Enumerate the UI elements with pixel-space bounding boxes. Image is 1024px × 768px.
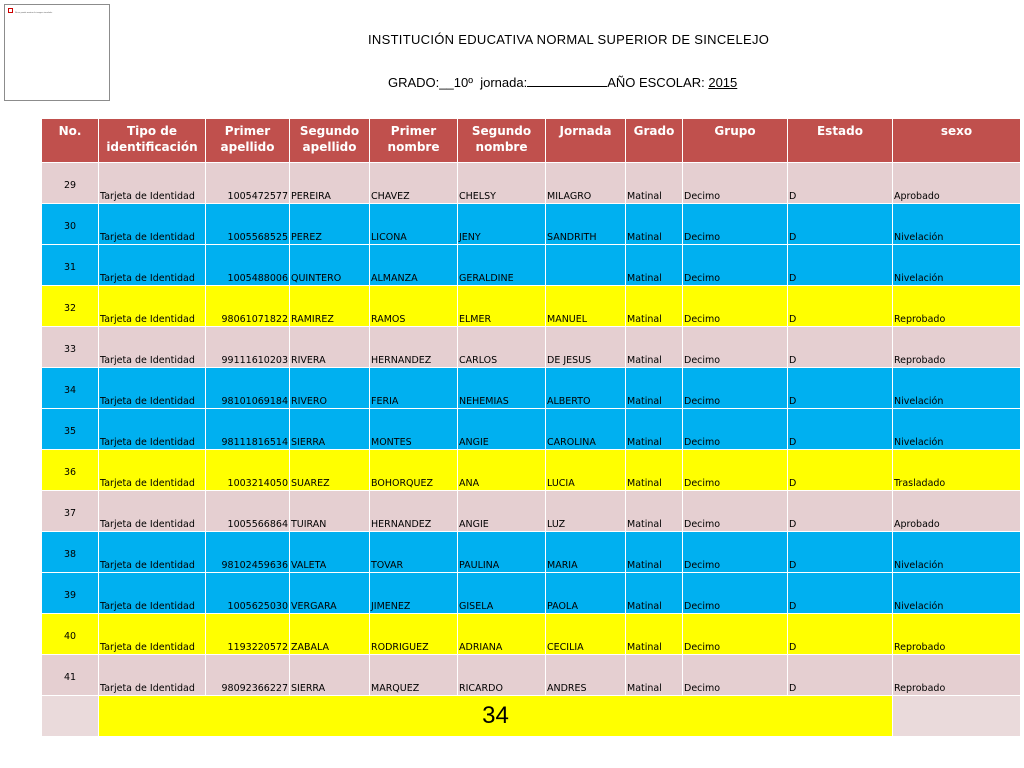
status-cell: Reprobado [893, 655, 1021, 696]
table-row [42, 327, 1021, 368]
grade-cell: Decimo [683, 450, 788, 491]
id-number-cell: 1005625030 [206, 573, 290, 614]
first-surname-cell: PEREZ [290, 204, 370, 245]
group-cell: D [788, 368, 893, 409]
column-header: Grupo [683, 119, 788, 163]
grade-cell: Decimo [683, 614, 788, 655]
first-surname-cell: VERGARA [290, 573, 370, 614]
second-name-cell: MILAGRO [546, 163, 626, 204]
second-surname-cell: CHAVEZ [370, 163, 458, 204]
grade-cell: Decimo [683, 327, 788, 368]
jornada-cell: Matinal [626, 614, 683, 655]
group-cell: D [788, 655, 893, 696]
second-name-cell: LUCIA [546, 450, 626, 491]
grade-label: GRADO: [388, 75, 440, 90]
second-name-cell: LUZ [546, 491, 626, 532]
first-name-cell: ELMER [458, 286, 546, 327]
jornada-cell: Matinal [626, 163, 683, 204]
table-row [42, 286, 1021, 327]
second-surname-cell: ALMANZA [370, 245, 458, 286]
first-name-cell: NEHEMIAS [458, 368, 546, 409]
grade-cell: Decimo [683, 491, 788, 532]
first-name-cell: ANGIE [458, 491, 546, 532]
jornada-cell: Matinal [626, 286, 683, 327]
grade-value: __10º [439, 75, 473, 90]
table-row [42, 409, 1021, 450]
year-label: AÑO ESCOLAR: [607, 75, 705, 90]
row-number: 41 [42, 655, 99, 696]
grade-cell: Decimo [683, 532, 788, 573]
total-row-blank [42, 696, 99, 737]
row-number: 35 [42, 409, 99, 450]
jornada-cell: Matinal [626, 204, 683, 245]
first-name-cell: GERALDINE [458, 245, 546, 286]
group-cell: D [788, 163, 893, 204]
second-name-cell: PAOLA [546, 573, 626, 614]
row-number: 36 [42, 450, 99, 491]
first-name-cell: ANA [458, 450, 546, 491]
column-header: Grado [626, 119, 683, 163]
id-number-cell: 1005488006 [206, 245, 290, 286]
jornada-cell: Matinal [626, 409, 683, 450]
id-number-cell: 98102459636 [206, 532, 290, 573]
first-surname-cell: SIERRA [290, 409, 370, 450]
second-name-cell: ALBERTO [546, 368, 626, 409]
table-row [42, 163, 1021, 204]
second-surname-cell: RODRIGUEZ [370, 614, 458, 655]
first-surname-cell: QUINTERO [290, 245, 370, 286]
group-cell: D [788, 573, 893, 614]
row-number: 34 [42, 368, 99, 409]
total-row-blank [893, 696, 1021, 737]
column-header: Tipo de identificación [99, 119, 206, 163]
jornada-cell: Matinal [626, 491, 683, 532]
group-cell: D [788, 245, 893, 286]
table-row [42, 532, 1021, 573]
id-number-cell: 98111816514 [206, 409, 290, 450]
status-cell: Aprobado [893, 491, 1021, 532]
table-row [42, 368, 1021, 409]
id-number-cell: 1003214050 [206, 450, 290, 491]
first-surname-cell: RAMIREZ [290, 286, 370, 327]
second-name-cell [546, 245, 626, 286]
jornada-blank [527, 75, 607, 87]
first-surname-cell: VALETA [290, 532, 370, 573]
id-number-cell: 98061071822 [206, 286, 290, 327]
second-name-cell: ANDRES [546, 655, 626, 696]
broken-image-placeholder [4, 4, 110, 101]
id-type-cell: Tarjeta de Identidad [99, 573, 206, 614]
jornada-cell: Matinal [626, 450, 683, 491]
status-cell: Reprobado [893, 286, 1021, 327]
column-header: Jornada [546, 119, 626, 163]
row-number: 40 [42, 614, 99, 655]
row-number: 38 [42, 532, 99, 573]
status-cell: Aprobado [893, 163, 1021, 204]
table-row [42, 245, 1021, 286]
first-surname-cell: SIERRA [290, 655, 370, 696]
group-cell: D [788, 614, 893, 655]
row-number: 33 [42, 327, 99, 368]
id-type-cell: Tarjeta de Identidad [99, 450, 206, 491]
column-header: sexo [893, 119, 1021, 163]
id-number-cell: 1005566864 [206, 491, 290, 532]
column-header: Segundo apellido [290, 119, 370, 163]
institution-title: INSTITUCIÓN EDUCATIVA NORMAL SUPERIOR DE SINCELEJO [368, 32, 770, 47]
jornada-cell: Matinal [626, 368, 683, 409]
total-row [42, 696, 1021, 737]
student-total: 34 [99, 696, 893, 737]
grade-cell: Decimo [683, 245, 788, 286]
grade-cell: Decimo [683, 163, 788, 204]
grade-cell: Decimo [683, 409, 788, 450]
status-cell: Nivelación [893, 409, 1021, 450]
second-surname-cell: HERNANDEZ [370, 491, 458, 532]
jornada-cell: Matinal [626, 655, 683, 696]
broken-image-text: No se puede mostrar la imagen vinculada. [15, 12, 53, 14]
id-type-cell: Tarjeta de Identidad [99, 368, 206, 409]
table-row [42, 655, 1021, 696]
row-number: 32 [42, 286, 99, 327]
first-surname-cell: ZABALA [290, 614, 370, 655]
id-number-cell: 1193220572 [206, 614, 290, 655]
id-type-cell: Tarjeta de Identidad [99, 327, 206, 368]
column-header: Primer nombre [370, 119, 458, 163]
id-type-cell: Tarjeta de Identidad [99, 614, 206, 655]
id-number-cell: 99111610203 [206, 327, 290, 368]
second-surname-cell: MARQUEZ [370, 655, 458, 696]
column-header: Segundo nombre [458, 119, 546, 163]
second-name-cell: DE JESUS [546, 327, 626, 368]
second-name-cell: SANDRITH [546, 204, 626, 245]
status-cell: Trasladado [893, 450, 1021, 491]
id-type-cell: Tarjeta de Identidad [99, 163, 206, 204]
first-name-cell: ANGIE [458, 409, 546, 450]
second-surname-cell: MONTES [370, 409, 458, 450]
row-number: 39 [42, 573, 99, 614]
group-cell: D [788, 409, 893, 450]
first-name-cell: PAULINA [458, 532, 546, 573]
table-row [42, 491, 1021, 532]
second-surname-cell: LICONA [370, 204, 458, 245]
first-name-cell: CARLOS [458, 327, 546, 368]
first-surname-cell: RIVERA [290, 327, 370, 368]
second-name-cell: MARIA [546, 532, 626, 573]
id-number-cell: 1005568525 [206, 204, 290, 245]
year-value: 2015 [708, 75, 738, 90]
broken-image-caption [8, 8, 52, 14]
table-header-row [42, 119, 1021, 163]
status-cell: Nivelación [893, 532, 1021, 573]
first-name-cell: ADRIANA [458, 614, 546, 655]
second-name-cell: CECILIA [546, 614, 626, 655]
second-surname-cell: FERIA [370, 368, 458, 409]
id-type-cell: Tarjeta de Identidad [99, 245, 206, 286]
second-surname-cell: HERNANDEZ [370, 327, 458, 368]
group-cell: D [788, 286, 893, 327]
first-surname-cell: TUIRAN [290, 491, 370, 532]
row-number: 37 [42, 491, 99, 532]
table-row [42, 450, 1021, 491]
status-cell: Nivelación [893, 368, 1021, 409]
table-row [42, 204, 1021, 245]
id-number-cell: 1005472577 [206, 163, 290, 204]
first-surname-cell: PEREIRA [290, 163, 370, 204]
second-name-cell: MANUEL [546, 286, 626, 327]
second-surname-cell: TOVAR [370, 532, 458, 573]
jornada-cell: Matinal [626, 327, 683, 368]
students-table [41, 118, 1021, 737]
column-header: Estado [788, 119, 893, 163]
jornada-cell: Matinal [626, 573, 683, 614]
id-type-cell: Tarjeta de Identidad [99, 655, 206, 696]
group-cell: D [788, 491, 893, 532]
jornada-cell: Matinal [626, 532, 683, 573]
group-cell: D [788, 327, 893, 368]
status-cell: Nivelación [893, 204, 1021, 245]
id-type-cell: Tarjeta de Identidad [99, 409, 206, 450]
first-name-cell: GISELA [458, 573, 546, 614]
row-number: 30 [42, 204, 99, 245]
status-cell: Nivelación [893, 245, 1021, 286]
grade-cell: Decimo [683, 204, 788, 245]
id-type-cell: Tarjeta de Identidad [99, 491, 206, 532]
group-cell: D [788, 532, 893, 573]
id-number-cell: 98092366227 [206, 655, 290, 696]
column-header: No. [42, 119, 99, 163]
grade-line [388, 75, 737, 90]
status-cell: Reprobado [893, 614, 1021, 655]
group-cell: D [788, 450, 893, 491]
second-surname-cell: BOHORQUEZ [370, 450, 458, 491]
grade-cell: Decimo [683, 286, 788, 327]
jornada-cell: Matinal [626, 245, 683, 286]
first-surname-cell: SUAREZ [290, 450, 370, 491]
first-name-cell: JENY [458, 204, 546, 245]
grade-cell: Decimo [683, 368, 788, 409]
id-number-cell: 98101069184 [206, 368, 290, 409]
grade-cell: Decimo [683, 655, 788, 696]
jornada-label: jornada: [480, 75, 528, 90]
grade-cell: Decimo [683, 573, 788, 614]
second-name-cell: CAROLINA [546, 409, 626, 450]
table-row [42, 573, 1021, 614]
id-type-cell: Tarjeta de Identidad [99, 286, 206, 327]
id-type-cell: Tarjeta de Identidad [99, 532, 206, 573]
status-cell: Nivelación [893, 573, 1021, 614]
id-type-cell: Tarjeta de Identidad [99, 204, 206, 245]
broken-image-icon [8, 8, 13, 13]
first-name-cell: RICARDO [458, 655, 546, 696]
second-surname-cell: JIMENEZ [370, 573, 458, 614]
column-header: Primer apellido [206, 119, 290, 163]
first-name-cell: CHELSY [458, 163, 546, 204]
status-cell: Reprobado [893, 327, 1021, 368]
row-number: 29 [42, 163, 99, 204]
second-surname-cell: RAMOS [370, 286, 458, 327]
row-number: 31 [42, 245, 99, 286]
group-cell: D [788, 204, 893, 245]
table-row [42, 614, 1021, 655]
first-surname-cell: RIVERO [290, 368, 370, 409]
